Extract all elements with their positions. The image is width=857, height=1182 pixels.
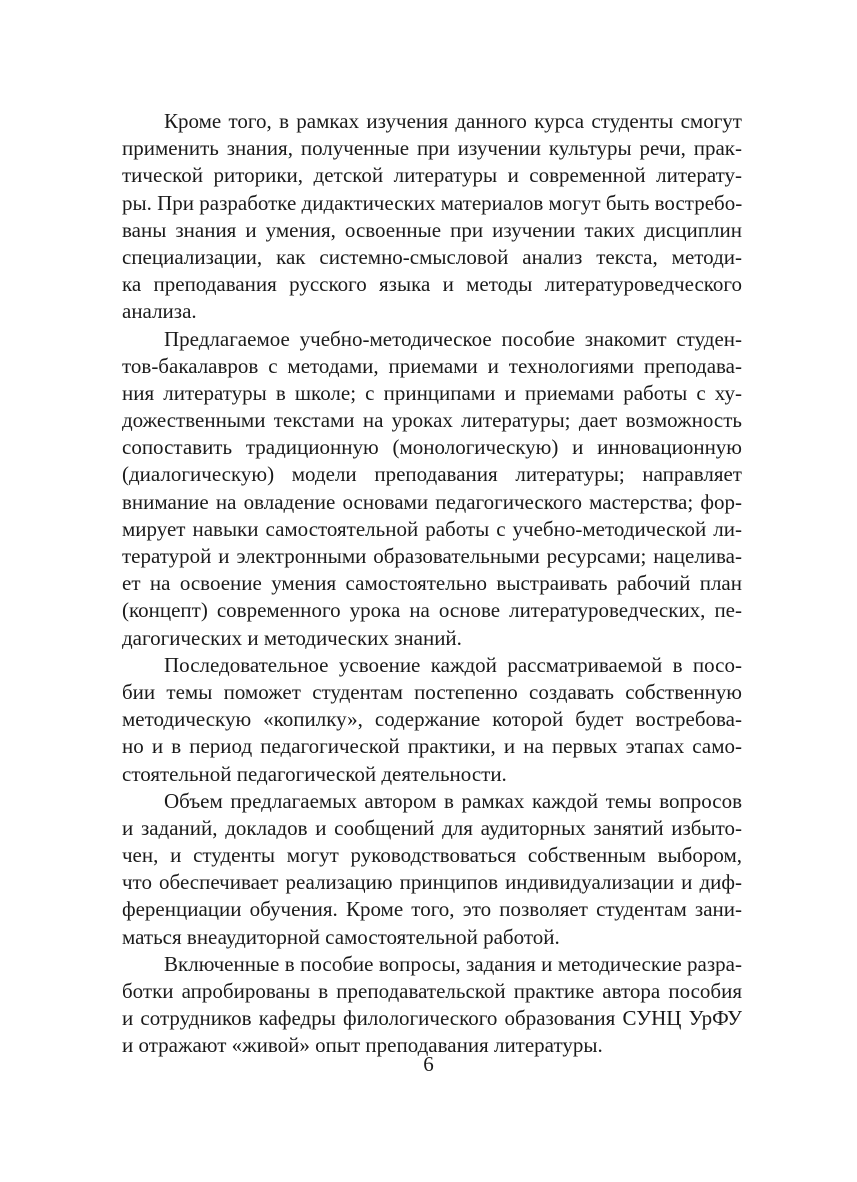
text-line: сопоставить традиционную (монологическую) и инновационную (122, 435, 742, 460)
paragraph-1 (122, 108, 742, 326)
text-line: что обеспечивает реализацию принципов индивидуализации и диф- (122, 870, 742, 895)
paragraph-5 (122, 951, 742, 1060)
paragraph-3 (122, 652, 742, 788)
paragraph-2 (122, 326, 742, 652)
text-line: ференциации обучения. Кроме того, это позволяет студентам зани- (122, 897, 742, 922)
paragraph-4 (122, 788, 742, 951)
text-line: методическую «копилку», содержание которой будет востребова- (122, 707, 742, 732)
text-line: ния литературы в школе; с принципами и приемами работы с ху- (122, 380, 742, 405)
text-line: специализации, как системно-смысловой анализ текста, методи- (122, 244, 742, 269)
text-line: Кроме того, в рамках изучения данного курса студенты смогут (164, 109, 742, 133)
text-line: Включенные в пособие вопросы, задания и методические разра- (164, 951, 742, 976)
text-line: и заданий, докладов и сообщений для аудиторных занятий избыто- (122, 815, 742, 840)
text-line: ваны знания и умения, освоенные при изучении таких дисциплин (122, 217, 742, 242)
text-line: (концепт) современного урока на основе литературоведческих, пе- (122, 598, 742, 623)
text-line: дожественными текстами на уроках литературы; дает возможность (122, 408, 742, 433)
text-line: чен, и студенты могут руководствоваться собственным выбором, (122, 843, 742, 868)
text-line: ботки апробированы в преподавательской практике автора пособия (122, 979, 742, 1003)
text-line: маться внеаудиторной самостоятельной работой. (122, 924, 560, 949)
text-line: (диалогическую) модели преподавания литературы; направляет (122, 462, 742, 487)
text-line: тов-бакалавров с методами, приемами и технологиями преподава- (122, 353, 742, 378)
page-number: 6 (423, 1052, 434, 1076)
text-line: ка преподавания русского языка и методы литературоведческого (122, 272, 742, 297)
text-line: и отражают «живой» опыт преподавания литературы. (122, 1033, 603, 1058)
text-line: анализа. (122, 299, 197, 324)
text-line: ры. При разработке дидактических материалов могут быть востребо- (122, 190, 743, 215)
text-line: применить знания, полученные при изучении культуры речи, прак- (122, 136, 742, 161)
text-line: дагогических и методических знаний. (122, 625, 462, 650)
text-line: мирует навыки самостоятельной работы с учебно-методической ли- (122, 516, 742, 541)
text-line: Последовательное усвоение каждой рассматриваемой в посо- (164, 652, 742, 677)
text-line: и сотрудников кафедры филологического образования СУНЦ УрФУ (122, 1006, 742, 1031)
text-line: Объем предлагаемых автором в рамках каждой темы вопросов (164, 788, 742, 813)
text-line: тературой и электронными образовательными ресурсами; нацелива- (122, 544, 742, 568)
text-line: стоятельной педагогической деятельности. (122, 761, 507, 786)
text-line: ет на освоение умения самостоятельно выстраивать рабочий план (122, 571, 742, 596)
text-line: тической риторики, детской литературы и современной литерату- (122, 163, 742, 188)
text-line: но и в период педагогической практики, и на первых этапах само- (122, 734, 742, 759)
text-line: бии темы поможет студентам постепенно создавать собственную (122, 679, 742, 704)
document-body (122, 108, 742, 1060)
text-line: Предлагаемое учебно-методическое пособие знакомит студен- (164, 326, 742, 351)
text-line: внимание на овладение основами педагогического мастерства; фор- (122, 489, 742, 514)
